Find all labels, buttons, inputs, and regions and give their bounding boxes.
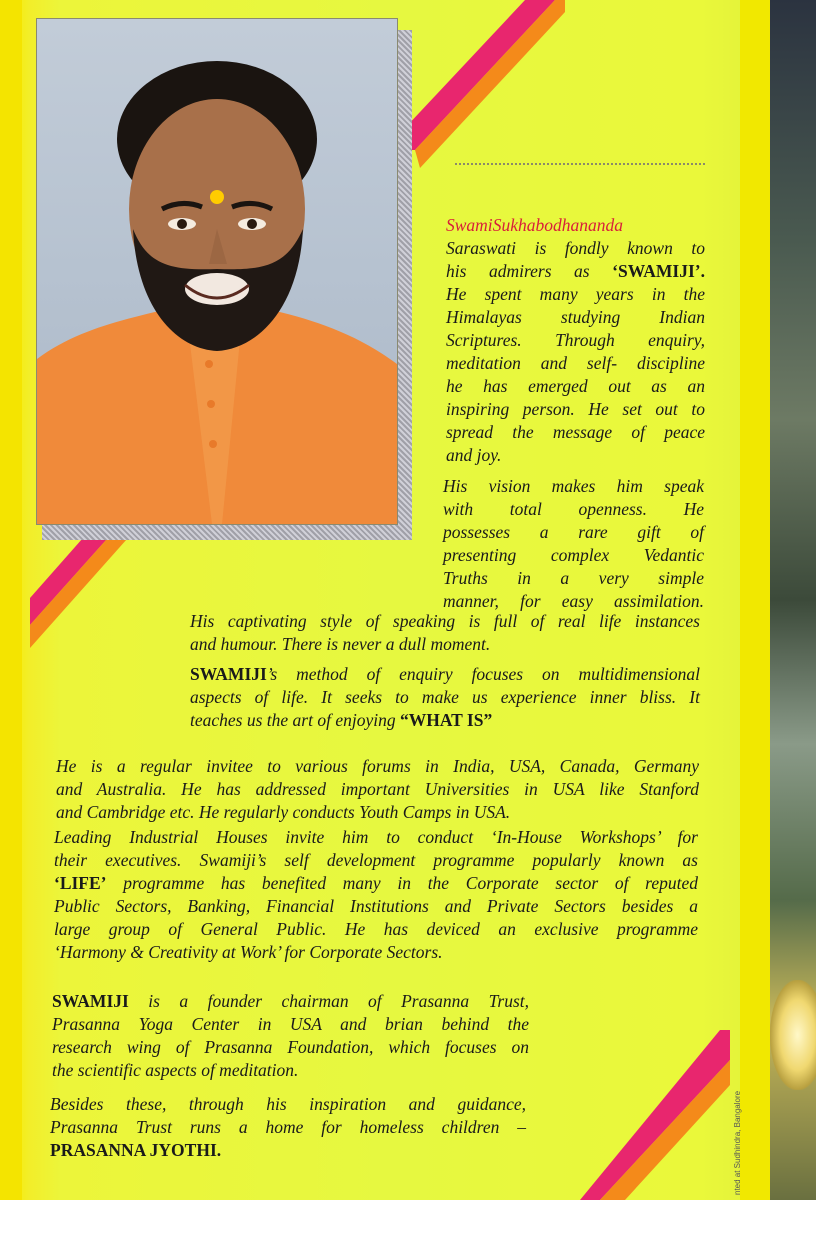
style-line: and humour. There is never a dull moment. bbox=[190, 634, 491, 654]
style-paragraph bbox=[190, 610, 700, 656]
vision-line: Truths in a very simple bbox=[443, 568, 704, 588]
industrial-line: Public Sectors, Banking, Financial Institutions and Private Sectors besides a bbox=[54, 896, 698, 916]
intro-line: Saraswati is fondly known to bbox=[446, 238, 705, 258]
method-line: aspects of life. It seeks to make us experience inner bliss. It bbox=[190, 687, 700, 707]
forums-paragraph bbox=[56, 755, 699, 824]
vision-line: His vision makes him speak bbox=[443, 476, 704, 496]
cover-right-margin bbox=[740, 0, 774, 1200]
vision-line: manner, for easy assimilation. bbox=[443, 591, 704, 611]
stripe-top bbox=[405, 0, 565, 200]
vision-line: presenting complex Vedantic bbox=[443, 545, 704, 565]
vision-paragraph bbox=[443, 475, 704, 613]
method-line bbox=[190, 709, 700, 732]
intro-line: He spent many years in the bbox=[446, 284, 705, 304]
name-first: Swami bbox=[446, 215, 493, 235]
name-second: Sukhabodhananda bbox=[492, 215, 623, 235]
method-line-text: teaches us the art of enjoying bbox=[190, 710, 400, 730]
intro-line: meditation and self- discipline bbox=[446, 353, 705, 373]
industrial-line-text: programme has benefited many in the Corporate sector of reputed bbox=[106, 873, 698, 893]
founder-line: Prasanna Yoga Center in USA and brian behind the bbox=[52, 1014, 529, 1034]
portrait-photo bbox=[36, 18, 398, 525]
founder-line: research wing of Prasanna Foundation, which focuses on bbox=[52, 1037, 529, 1057]
vision-line: possesses a rare gift of bbox=[443, 522, 704, 542]
founder-line-text: is a founder chairman of Prasanna Trust, bbox=[128, 991, 529, 1011]
method-line-text: ’s method of enquiry focuses on multidimensional bbox=[266, 664, 700, 684]
swamiji-bold: SWAMIJI bbox=[190, 664, 267, 684]
industrial-line: Leading Industrial Houses invite him to conduct ‘In-House Workshops’ for bbox=[54, 827, 698, 847]
prasanna-jyothi-bold: PRASANNA JYOTHI. bbox=[50, 1140, 222, 1160]
stripe-left bbox=[30, 530, 150, 670]
intro-line: and joy. bbox=[446, 445, 502, 465]
method-paragraph bbox=[190, 663, 700, 732]
intro-line: inspiring person. He set out to bbox=[446, 399, 705, 419]
intro-name-line bbox=[446, 214, 705, 237]
what-is-bold: “WHAT IS” bbox=[399, 710, 493, 730]
intro-line: he has emerged out as an bbox=[446, 376, 705, 396]
founder-paragraph bbox=[52, 990, 529, 1082]
life-bold: ‘LIFE’ bbox=[54, 873, 107, 893]
intro-line-text: his admirers as bbox=[446, 261, 613, 281]
intro-line: Scriptures. Through enquiry, bbox=[446, 330, 705, 350]
swamiji-bold: SWAMIJI bbox=[52, 991, 129, 1011]
forums-line: and Cambridge etc. He regularly conducts Youth Camps in USA. bbox=[56, 802, 511, 822]
stripe-bottom bbox=[580, 1030, 730, 1200]
style-line: His captivating style of speaking is full of real life instances bbox=[190, 611, 700, 631]
industrial-line bbox=[54, 872, 698, 895]
portrait-illustration bbox=[37, 19, 397, 524]
founder-line bbox=[52, 990, 529, 1013]
besides-line: Besides these, through his inspiration and guidance, bbox=[50, 1094, 526, 1114]
industrial-line: large group of General Public. He has deviced an exclusive programme bbox=[54, 919, 698, 939]
industrial-line: their executives. Swamiji’s self development programme popularly known as bbox=[54, 850, 698, 870]
decorative-dotted-line bbox=[455, 163, 705, 167]
founder-line: the scientific aspects of meditation. bbox=[52, 1060, 299, 1080]
forums-line: and Australia. He has addressed important Universities in USA like Stanford bbox=[56, 779, 699, 799]
intro-line: Himalayas studying Indian bbox=[446, 307, 705, 327]
besides-line bbox=[50, 1139, 526, 1162]
forums-line: He is a regular invitee to various forums in India, USA, Canada, Germany bbox=[56, 756, 699, 776]
besides-paragraph bbox=[50, 1093, 526, 1162]
intro-line: spread the message of peace bbox=[446, 422, 705, 442]
industrial-line: ‘Harmony & Creativity at Work’ for Corporate Sectors. bbox=[54, 942, 443, 962]
intro-line-nickname bbox=[446, 260, 705, 283]
cover-left-edge bbox=[0, 0, 22, 1200]
intro-paragraph bbox=[446, 214, 705, 467]
vision-line: with total openness. He bbox=[443, 499, 704, 519]
method-line bbox=[190, 663, 700, 686]
industrial-paragraph bbox=[54, 826, 698, 964]
besides-line: Prasanna Trust runs a home for homeless children – bbox=[50, 1117, 526, 1137]
nickname-bold: ‘SWAMIJI’. bbox=[612, 261, 705, 281]
spine-flower-image bbox=[770, 980, 816, 1090]
printer-credit: nted at Sudhindra, Bangalore bbox=[733, 1090, 742, 1195]
